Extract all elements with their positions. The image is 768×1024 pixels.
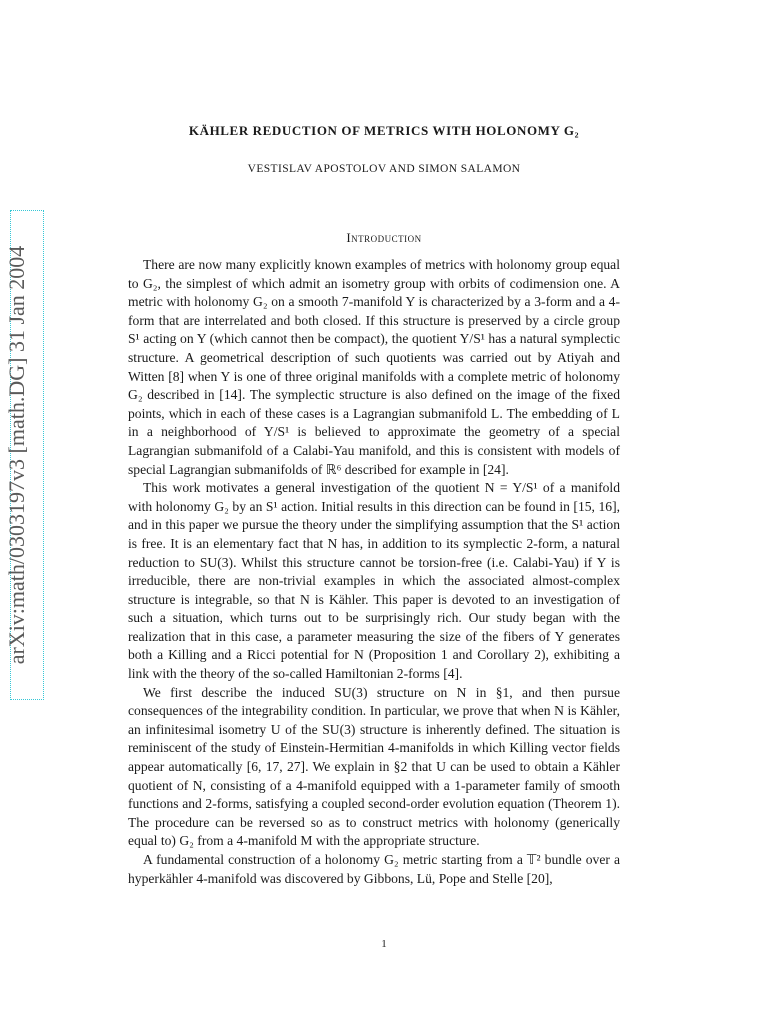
paragraph-2: This work motivates a general investigation of the quotient N = Y/S¹ of a manifold with holonomy G₂ by an S¹ action. Initial results in this direction can be found in [15, 16], and in this paper we pursue the theory under the simplifying assumption that the S¹ action is free. It is an elementary fact that N has, in addition to its symplectic 2-form, a natural reduction to SU(3). Whilst this structure cannot be torsion-free (i.e. Calabi-Yau) if Y is irreducible, there are non-trivial examples in which the associated almost-complex structure is integrable, so that N is Kähler. This paper is devoted to an investigation of such a situation, which turns out to be surprisingly rich. Our study began with the realization that in this case, a parameter measuring the size of the fibers of Y generates both a Killing and a Ricci potential for N (Proposition 1 and Corollary 2), exhibiting a link with the theory of the so-called Hamiltonian 2-forms [4].	[128, 480, 620, 682]
paragraph-3: We first describe the induced SU(3) structure on N in §1, and then pursue consequences of the integrability condition. In particular, we prove that when N is Kähler, an infinitesimal isometry U of the SU(3) structure is inherently defined. The situation is reminiscent of the study of Einstein-Hermitian 4-manifolds in which Killing vector fields appear automatically [6, 17, 27]. We explain in §2 that U can be used to obtain a Kähler quotient of N, consisting of a 4-manifold equipped with a 1-parameter family of smooth functions and 2-forms, satisfying a coupled second-order evolution equation (Theorem 1). The procedure can be reversed so as to construct metrics with holonomy (generically equal to) G₂ from a 4-manifold M with the appropriate structure.	[128, 684, 620, 849]
paper-title: KÄHLER REDUCTION OF METRICS WITH HOLONOMY G₂	[188, 123, 580, 138]
paragraph-1: There are now many explicitly known examples of metrics with holonomy group equal to G₂, the simplest of which admit an isometry group with orbits of codimension one. A metric with holonomy G₂ on a smooth 7-manifold Y is characterized by a 3-form and a 4-form that are interrelated and both closed. If this structure is preserved by a circle group S¹ acting on Y (which cannot then be compact), the quotient Y/S¹ has a natural symplectic structure. A geometrical description of such quotients was carried out by Atiyah and Witten [8] when Y is one of three original manifolds with a complete metric of holonomy G₂ described in [14]. The symplectic structure is also defined on the image of the fixed points, which in each of these cases is a Lagrangian submanifold L. The embedding of L in a neighborhood of Y/S¹ is believed to approximate the geometry of a special Lagrangian submanifold of a Calabi-Yau manifold, and this is consistent with models of special Lagrangian submanifolds of ℝ⁶ described for example in [24].	[128, 257, 620, 477]
paragraph-4: A fundamental construction of a holonomy G₂ metric starting from a 𝕋² bundle over a hyperkähler 4-manifold was discovered by Gibbons, Lü, Pope and Stelle [20],	[128, 852, 620, 886]
paper-body	[128, 256, 620, 888]
paper-authors: VESTISLAV APOSTOLOV AND SIMON SALAMON	[247, 163, 521, 175]
section-heading: Introduction	[346, 230, 422, 245]
arxiv-identifier[interactable]: arXiv:math/0303197v3 [math.DG] 31 Jan 2004	[4, 245, 29, 665]
page-number: 1	[381, 938, 387, 950]
